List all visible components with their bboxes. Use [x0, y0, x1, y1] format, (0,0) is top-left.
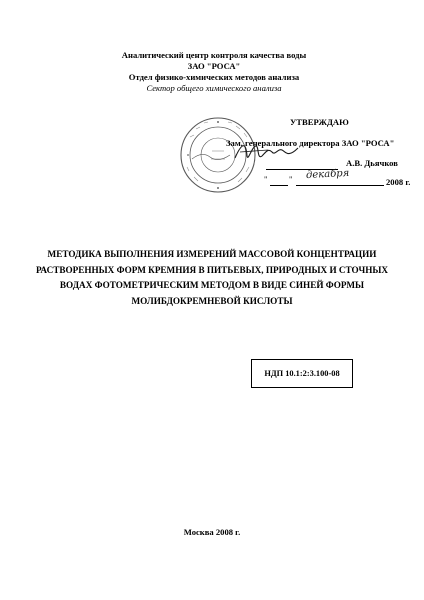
title-line: ВОДАХ ФОТОМЕТРИЧЕСКИМ МЕТОДОМ В ВИДЕ СИНЕЙ ФОРМЫ [59, 280, 365, 291]
organization-header [94, 50, 334, 94]
approval-year: 2008 г. [386, 177, 411, 187]
approver-role: Зам. генерального директора ЗАО "РОСА" [226, 138, 395, 148]
document-code-box [251, 359, 353, 388]
approver-name: А.В. Дьячков [346, 158, 398, 168]
footer-place-year: Москва 2008 г. [183, 527, 241, 537]
approval-title: УТВЕРЖДАЮ [290, 117, 349, 127]
title-line: МЕТОДИКА ВЫПОЛНЕНИЯ ИЗМЕРЕНИЙ МАССОВОЙ КОНЦЕНТРАЦИИ [47, 249, 377, 259]
document-code: НДП 10.1:2:3.100-08 [264, 369, 340, 378]
date-quote-open: " [264, 174, 268, 184]
date-day-line [270, 185, 288, 186]
date-quote-close: " [289, 174, 293, 184]
handwritten-month: декабря [305, 167, 350, 182]
sector-name: Сектор общего химического анализа [146, 83, 282, 93]
date-month-line [296, 185, 384, 186]
organization-name: Аналитический центр контроля качества воды [121, 50, 307, 60]
handwritten-signature [232, 138, 302, 166]
company-name: ЗАО "РОСА" [187, 61, 241, 71]
title-line: РАСТВОРЕННЫХ ФОРМ КРЕМНИЯ В ПИТЬЕВЫХ, ПРИРОДНЫХ И СТОЧНЫХ [35, 264, 389, 275]
title-line: МОЛИБДОКРЕМНЕВОЙ КИСЛОТЫ [131, 295, 293, 306]
department-name: Отдел физико-химических методов анализа [128, 72, 300, 82]
document-title [30, 247, 394, 309]
